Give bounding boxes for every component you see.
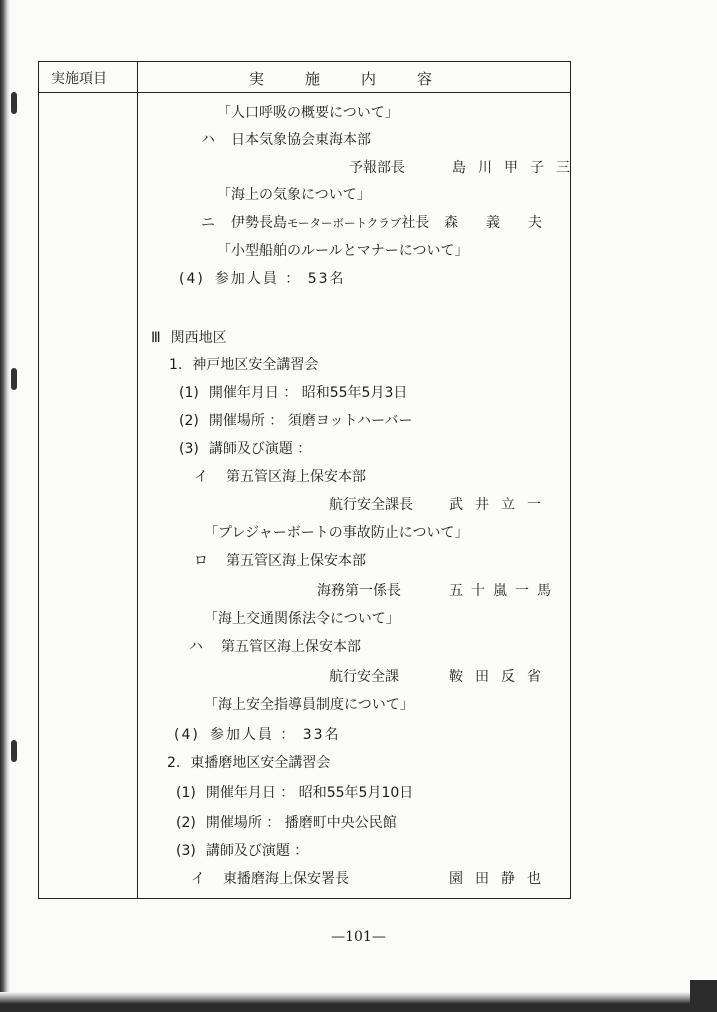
activity-table [38,61,582,899]
content-line: (1) 開催年月日 ： 昭和55年5月3日 [179,385,408,401]
lecturer-name: 鞍田反省 [449,669,553,685]
punch-hole-mark [11,92,17,114]
lecturer-name: 森義夫 [444,215,570,231]
punch-hole-mark [11,368,17,390]
lecturer-name: 武井立一 [449,497,553,513]
content-line: ロ 第五管区海上保安本部 [194,553,366,569]
lecturer-name: 島川甲子三 [452,160,582,176]
lecturer-name: 園田静也 [449,871,553,887]
content-line: (2) 開催場所 ： 須磨ヨットハーバー [179,413,413,429]
header-divider [39,92,570,93]
content-line: 「小型船舶のルールとマナーについて」 [217,243,469,259]
lecturer-line: 予報部長 [349,160,405,176]
content-line: (3) 講師及び演題 ： [176,843,309,859]
scan-corner-mark [690,980,717,1012]
lecturer-line: 海務第一係長 [317,583,401,599]
content-line: (3) 講師及び演題 ： [179,441,312,457]
scan-left-edge [0,0,10,1012]
content-line: ニ 伊勢長島モーターボートクラブ社長 [201,215,430,231]
content-line: 「海上安全指導員制度について」 [204,697,414,713]
content-line: (2) 開催場所 ： 播磨町中央公民館 [176,815,397,831]
lecturer-name: 五十嵐一馬 [449,583,559,599]
content-line: (1) 開催年月日 ： 昭和55年5月10日 [176,785,414,801]
punch-hole-mark [11,740,17,762]
content-line: ハ 第五管区海上保安本部 [189,639,361,655]
column-divider [137,62,138,898]
content-line: 「プレジャーボートの事故防止について」 [204,525,469,541]
subsection-heading: 2. 東播磨地区安全講習会 [167,755,331,771]
lecturer-line: 航行安全課長 [329,497,413,513]
section-heading: Ⅲ 関西地区 [151,330,227,346]
content-line: イ 第五管区海上保安本部 [194,469,366,485]
content-line: ハ 日本気象協会東海本部 [201,132,371,148]
content-line: 「人口呼吸の概要について」 [217,105,399,121]
content-line: (4) 参加人員 ： 53名 [179,271,346,287]
content-line: (4) 参加人員 ： 33名 [174,727,341,743]
header-implementation-content: 実施内容 [249,70,474,88]
scan-bottom-edge [0,992,717,1012]
content-line: イ 東播磨海上保安署長 [191,871,349,887]
content-line: 「海上交通関係法令について」 [204,611,400,627]
page-number: —101— [331,929,386,945]
content-line: 「海上の気象について」 [217,187,371,203]
header-implementation-item: 実施項目 [51,71,107,87]
lecturer-line: 航行安全課 [329,669,399,685]
subsection-heading: 1. 神戸地区安全講習会 [169,357,319,373]
